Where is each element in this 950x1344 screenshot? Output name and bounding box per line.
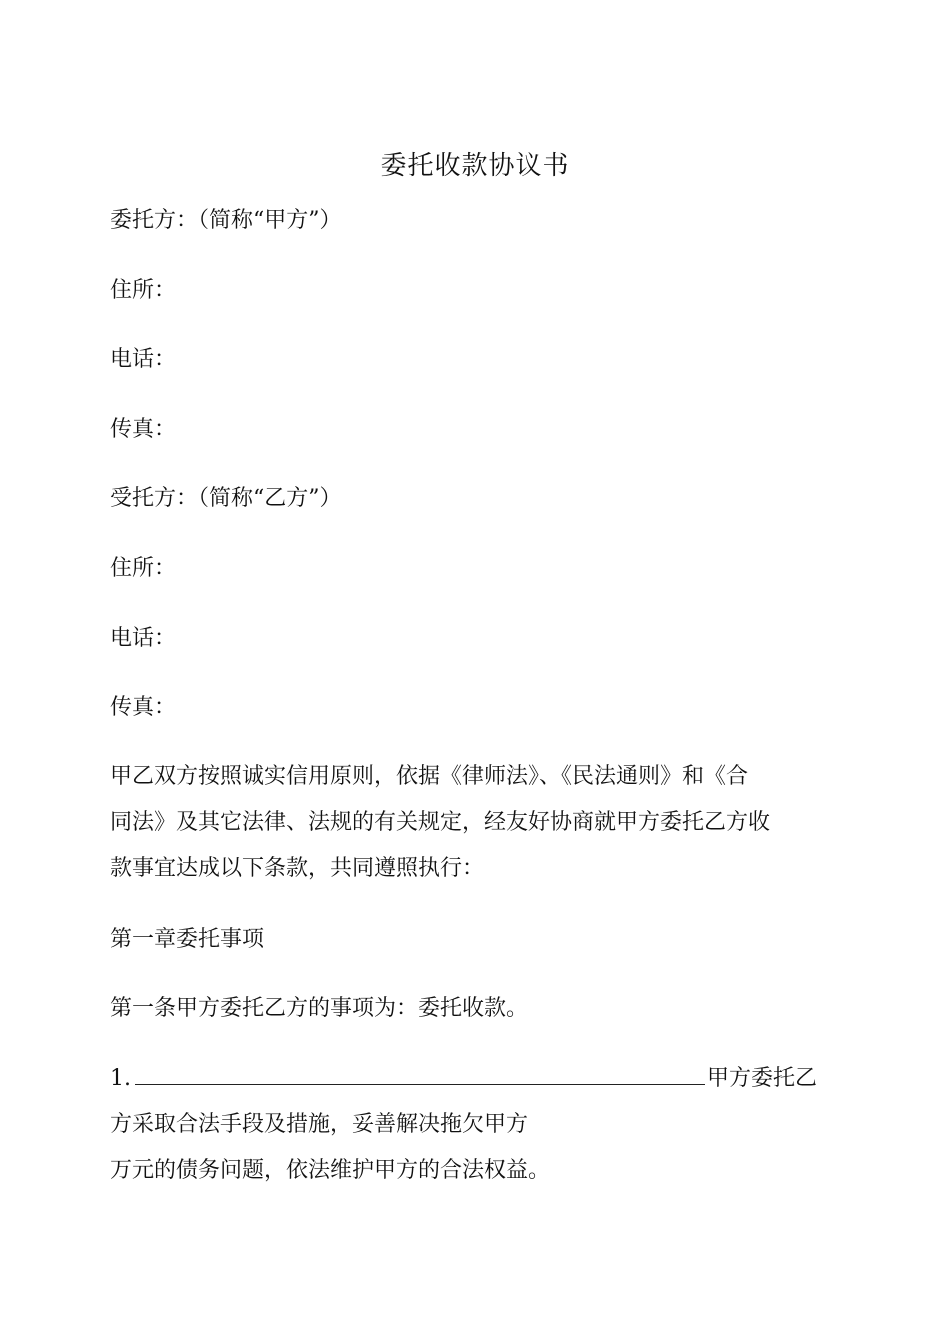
party-a-heading: 委托方：（简称“甲方”） — [110, 208, 342, 233]
item-1-line: 方采取合法手段及措施，妥善解决拖欠甲方 — [110, 1112, 529, 1137]
article-1-text: 第一条甲方委托乙方的事项为：委托收款。 — [110, 996, 529, 1021]
party-a-address-label: 住所： — [110, 278, 177, 303]
item-number: 1. — [110, 1066, 131, 1091]
fill-in-blank-line — [135, 1060, 705, 1085]
party-a-fax-label: 传真： — [110, 417, 177, 442]
document-title: 委托收款协议书 — [380, 151, 570, 181]
preamble-line: 甲乙双方按照诚实信用原则，依据《律师法》、《民法通则》和《合 — [110, 764, 749, 789]
party-a-phone-label: 电话： — [110, 347, 177, 372]
preamble-paragraph — [110, 754, 830, 892]
party-b-address-label: 住所： — [110, 556, 177, 581]
party-b-phone-label: 电话： — [110, 626, 177, 651]
item-1-line: 万元的债务问题，依法维护甲方的合法权益。 — [110, 1158, 551, 1183]
item-1-first-line — [110, 1056, 830, 1102]
party-b-fax-label: 传真： — [110, 695, 177, 720]
chapter-heading: 第一章委托事项 — [110, 927, 265, 952]
party-b-heading: 受托方：（简称“乙方”） — [110, 486, 342, 511]
preamble-line: 同法》及其它法律、法规的有关规定，经友好协商就甲方委托乙方收 — [110, 810, 771, 835]
item-1-paragraph — [110, 1056, 830, 1194]
item-1-tail: 甲方委托乙 — [707, 1066, 818, 1091]
preamble-line: 款事宜达成以下条款，共同遵照执行： — [110, 856, 485, 881]
